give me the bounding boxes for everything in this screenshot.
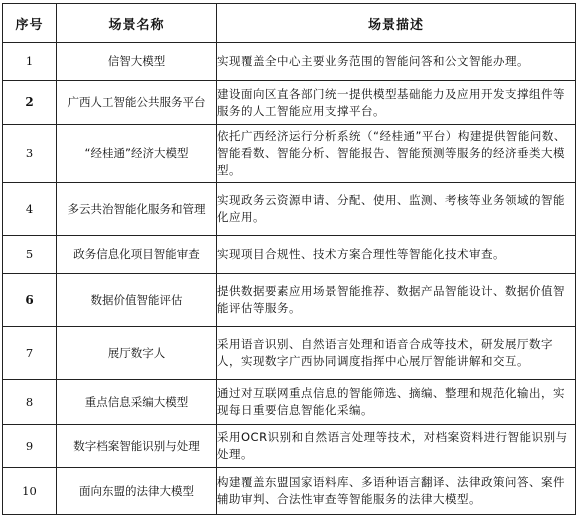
cell-scenario-description: 通过对互联网重点信息的智能筛选、摘编、整理和规范化输出，实现每日重要信息智能化采编。	[217, 380, 576, 425]
cell-serial-number: 8	[3, 380, 57, 425]
header-scenario-description: 场景描述	[217, 4, 576, 43]
scenario-table	[2, 3, 576, 515]
table-row	[3, 425, 576, 468]
header-scenario-name: 场景名称	[57, 4, 217, 43]
table-row	[3, 468, 576, 515]
cell-scenario-name: 广西人工智能公共服务平台	[57, 81, 217, 125]
table-row	[3, 380, 576, 425]
cell-serial-number: 1	[3, 43, 57, 81]
table-row	[3, 183, 576, 236]
table-row	[3, 327, 576, 380]
table-row	[3, 43, 576, 81]
cell-serial-number: 3	[3, 125, 57, 183]
cell-serial-number: 6	[3, 274, 57, 327]
cell-scenario-description: 依托广西经济运行分析系统（“经桂通”平台）构建提供智能问数、智能看数、智能分析、智能报告、智能预测等服务的经济垂类大模型。	[217, 125, 576, 183]
cell-serial-number: 4	[3, 183, 57, 236]
cell-scenario-description: 实现项目合规性、技术方案合理性等智能化技术审查。	[217, 236, 576, 274]
cell-scenario-name: 数字档案智能识别与处理	[57, 425, 217, 468]
cell-scenario-name: 政务信息化项目智能审查	[57, 236, 217, 274]
cell-scenario-name: 重点信息采编大模型	[57, 380, 217, 425]
cell-scenario-description: 构建覆盖东盟国家语料库、多语种语言翻译、法律政策问答、案件辅助审判、合法性审查等智能服务的法律大模型。	[217, 468, 576, 515]
cell-serial-number: 2	[3, 81, 57, 125]
cell-scenario-name: 面向东盟的法律大模型	[57, 468, 217, 515]
cell-scenario-name: 展厅数字人	[57, 327, 217, 380]
cell-scenario-name: 信智大模型	[57, 43, 217, 81]
cell-serial-number: 7	[3, 327, 57, 380]
header-serial-number: 序号	[3, 4, 57, 43]
table-row	[3, 274, 576, 327]
cell-serial-number: 10	[3, 468, 57, 515]
table-row	[3, 81, 576, 125]
cell-scenario-description: 建设面向区直各部门统一提供模型基础能力及应用开发支撑组件等服务的人工智能应用支撑平台。	[217, 81, 576, 125]
table-row	[3, 236, 576, 274]
cell-scenario-description: 实现覆盖全中心主要业务范围的智能问答和公文智能办理。	[217, 43, 576, 81]
cell-serial-number: 9	[3, 425, 57, 468]
cell-scenario-description: 实现政务云资源申请、分配、使用、监测、考核等业务领域的智能化应用。	[217, 183, 576, 236]
cell-scenario-name: 多云共治智能化服务和管理	[57, 183, 217, 236]
cell-scenario-description: 采用语音识别、自然语言处理和语音合成等技术，研发展厅数字人，实现数字广西协同调度指挥中心展厅智能讲解和交互。	[217, 327, 576, 380]
cell-serial-number: 5	[3, 236, 57, 274]
table-row	[3, 125, 576, 183]
table-header-row	[3, 4, 576, 43]
cell-scenario-description: 采用OCR识别和自然语言处理等技术，对档案资料进行智能识别与处理。	[217, 425, 576, 468]
cell-scenario-description: 提供数据要素应用场景智能推荐、数据产品智能设计、数据价值智能评估等服务。	[217, 274, 576, 327]
cell-scenario-name: “经桂通”经济大模型	[57, 125, 217, 183]
cell-scenario-name: 数据价值智能评估	[57, 274, 217, 327]
